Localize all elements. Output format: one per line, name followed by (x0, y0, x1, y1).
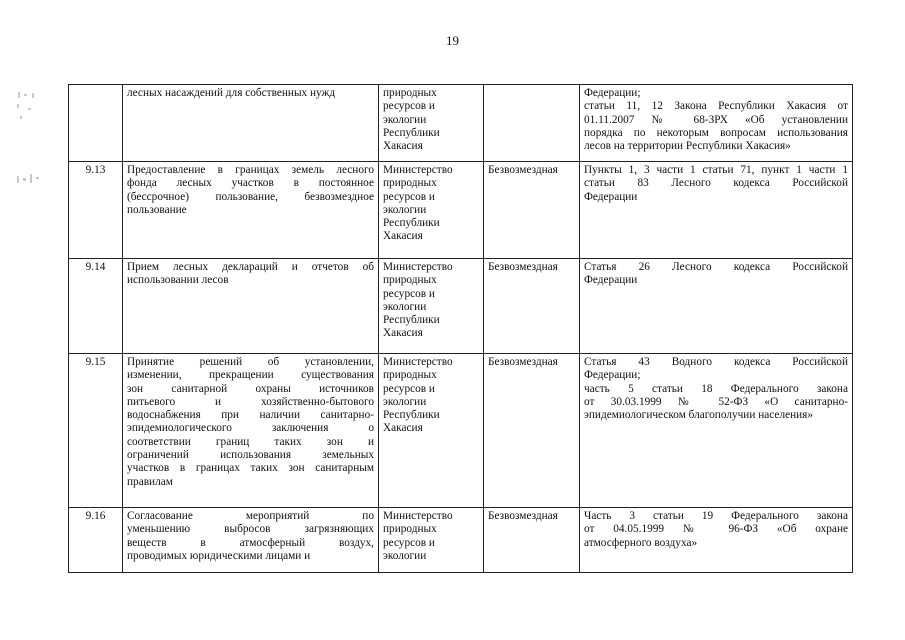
table-row (69, 162, 853, 259)
cell-line: Министерство (383, 510, 453, 522)
cell-line: природных (383, 523, 437, 536)
cell-line: экологии (383, 113, 427, 126)
cell-line: Предоставление в границах земель лесного (127, 164, 374, 176)
cell-line: Министерство (383, 356, 453, 368)
cell-line: экологии (383, 395, 427, 408)
cell-number: 9.15 (69, 354, 123, 508)
table-row (69, 354, 853, 508)
cell-line: статьи 11, 12 Закона Республики Хакасия от (584, 100, 848, 113)
cell-service-name (123, 85, 379, 162)
cell-line: Республики (383, 409, 440, 422)
services-table (68, 84, 853, 573)
cell-line: Статья 26 Лесного кодекса Российской (584, 261, 848, 273)
cell-line: атмосферного воздуха» (584, 536, 698, 549)
cell-line: Федерации (584, 274, 638, 287)
cell-line: эпидемиологическом благополучии населения» (584, 409, 814, 422)
cell-line: природных (383, 274, 437, 287)
cell-line: фонда лесных участков в постоянное (127, 177, 374, 190)
cell-legal-basis (580, 354, 853, 508)
cell-line: Министерство (383, 261, 453, 273)
cell-line: природных (383, 369, 437, 382)
cell-line: 01.11.2007 № 68-ЗРХ «Об установлении (584, 113, 848, 126)
cell-line: Республики (383, 217, 440, 230)
cell-number: 9.14 (69, 259, 123, 354)
cell-line: природных (383, 177, 437, 190)
cell-authority (379, 508, 484, 573)
cell-line: Принятие решений об установлении, (127, 356, 374, 368)
cell-legal-basis (580, 259, 853, 354)
cell-authority (379, 85, 484, 162)
cell-line: соответствии границ таких зон и (127, 435, 374, 448)
cell-line: часть 5 статьи 18 Федерального закона (584, 382, 848, 395)
cell-line: Федерации; (584, 369, 641, 382)
cell-line: Хакасия (383, 422, 423, 435)
cell-service-name (123, 508, 379, 573)
cell-line: статьи 83 Лесного кодекса Российской (584, 177, 848, 190)
cell-line: порядка по некоторым вопросам использования (584, 126, 848, 139)
cell-fee-type: Безвозмездная (484, 508, 580, 573)
cell-line: Республики (383, 126, 440, 139)
cell-line: от 04.05.1999 № 96-ФЗ «Об охране (584, 523, 848, 536)
margin-scan-marks (8, 90, 48, 210)
cell-line: Часть 3 статьи 19 Федерального закона (584, 510, 848, 522)
cell-line: Хакасия (383, 230, 423, 243)
cell-line: Федерации (584, 190, 638, 203)
cell-line: Федерации; (584, 87, 641, 99)
cell-line: лесных насаждений для собственных нужд (127, 87, 336, 99)
cell-line: веществ в атмосферный воздух, (127, 536, 374, 549)
cell-number: 9.13 (69, 162, 123, 259)
cell-line: ресурсов и (383, 190, 435, 203)
table-row (69, 85, 853, 162)
cell-line: ограничений использования земельных (127, 449, 374, 462)
cell-line: Хакасия (383, 327, 423, 340)
cell-line: Республики (383, 314, 440, 327)
cell-line: от 30.03.1999 № 52-ФЗ «О санитарно- (584, 395, 848, 408)
cell-line: пользование (127, 203, 187, 216)
cell-line: экологии (383, 300, 427, 313)
cell-authority (379, 354, 484, 508)
cell-fee-type (484, 85, 580, 162)
cell-line: экологии (383, 549, 427, 562)
cell-line: Хакасия (383, 140, 423, 153)
cell-number (69, 85, 123, 162)
cell-line: Согласование мероприятий по (127, 510, 374, 522)
cell-line: (бессрочное) пользование, безвозмездное (127, 190, 374, 203)
cell-authority (379, 259, 484, 354)
cell-fee-type: Безвозмездная (484, 259, 580, 354)
cell-service-name (123, 259, 379, 354)
page-number: 19 (446, 33, 459, 48)
cell-legal-basis (580, 162, 853, 259)
cell-line: природных (383, 87, 437, 99)
cell-line: питьевого и хозяйственно-бытового (127, 395, 374, 408)
table-row (69, 259, 853, 354)
cell-line: проводимых юридическими лицами и (127, 549, 311, 562)
cell-line: лесов на территории Республики Хакасия» (584, 140, 791, 153)
cell-line: ресурсов и (383, 536, 435, 549)
cell-line: изменении, прекращении существования (127, 369, 374, 382)
cell-line: эпидемиологического заключения о (127, 422, 374, 435)
cell-fee-type: Безвозмездная (484, 354, 580, 508)
cell-line: Министерство (383, 164, 453, 176)
cell-line: Пункты 1, 3 части 1 статьи 71, пункт 1 части 1 (584, 164, 848, 176)
cell-line: участков в границах таких зон санитарным (127, 462, 374, 475)
cell-line: уменьшению выбросов загрязняющих (127, 523, 374, 536)
table-row (69, 508, 853, 573)
cell-fee-type: Безвозмездная (484, 162, 580, 259)
cell-service-name (123, 162, 379, 259)
cell-authority (379, 162, 484, 259)
cell-legal-basis (580, 508, 853, 573)
cell-line: экологии (383, 203, 427, 216)
cell-line: ресурсов и (383, 100, 435, 113)
cell-line: Прием лесных деклараций и отчетов об (127, 261, 374, 273)
cell-line: водоснабжения при наличии санитарно- (127, 409, 374, 422)
cell-line: Статья 43 Водного кодекса Российской (584, 356, 848, 368)
cell-line: зон санитарной охраны источников (127, 382, 374, 395)
cell-legal-basis (580, 85, 853, 162)
cell-line: ресурсов и (383, 287, 435, 300)
cell-number: 9.16 (69, 508, 123, 573)
cell-line: использовании лесов (127, 274, 229, 287)
cell-line: ресурсов и (383, 382, 435, 395)
cell-service-name (123, 354, 379, 508)
cell-line: правилам (127, 475, 173, 488)
